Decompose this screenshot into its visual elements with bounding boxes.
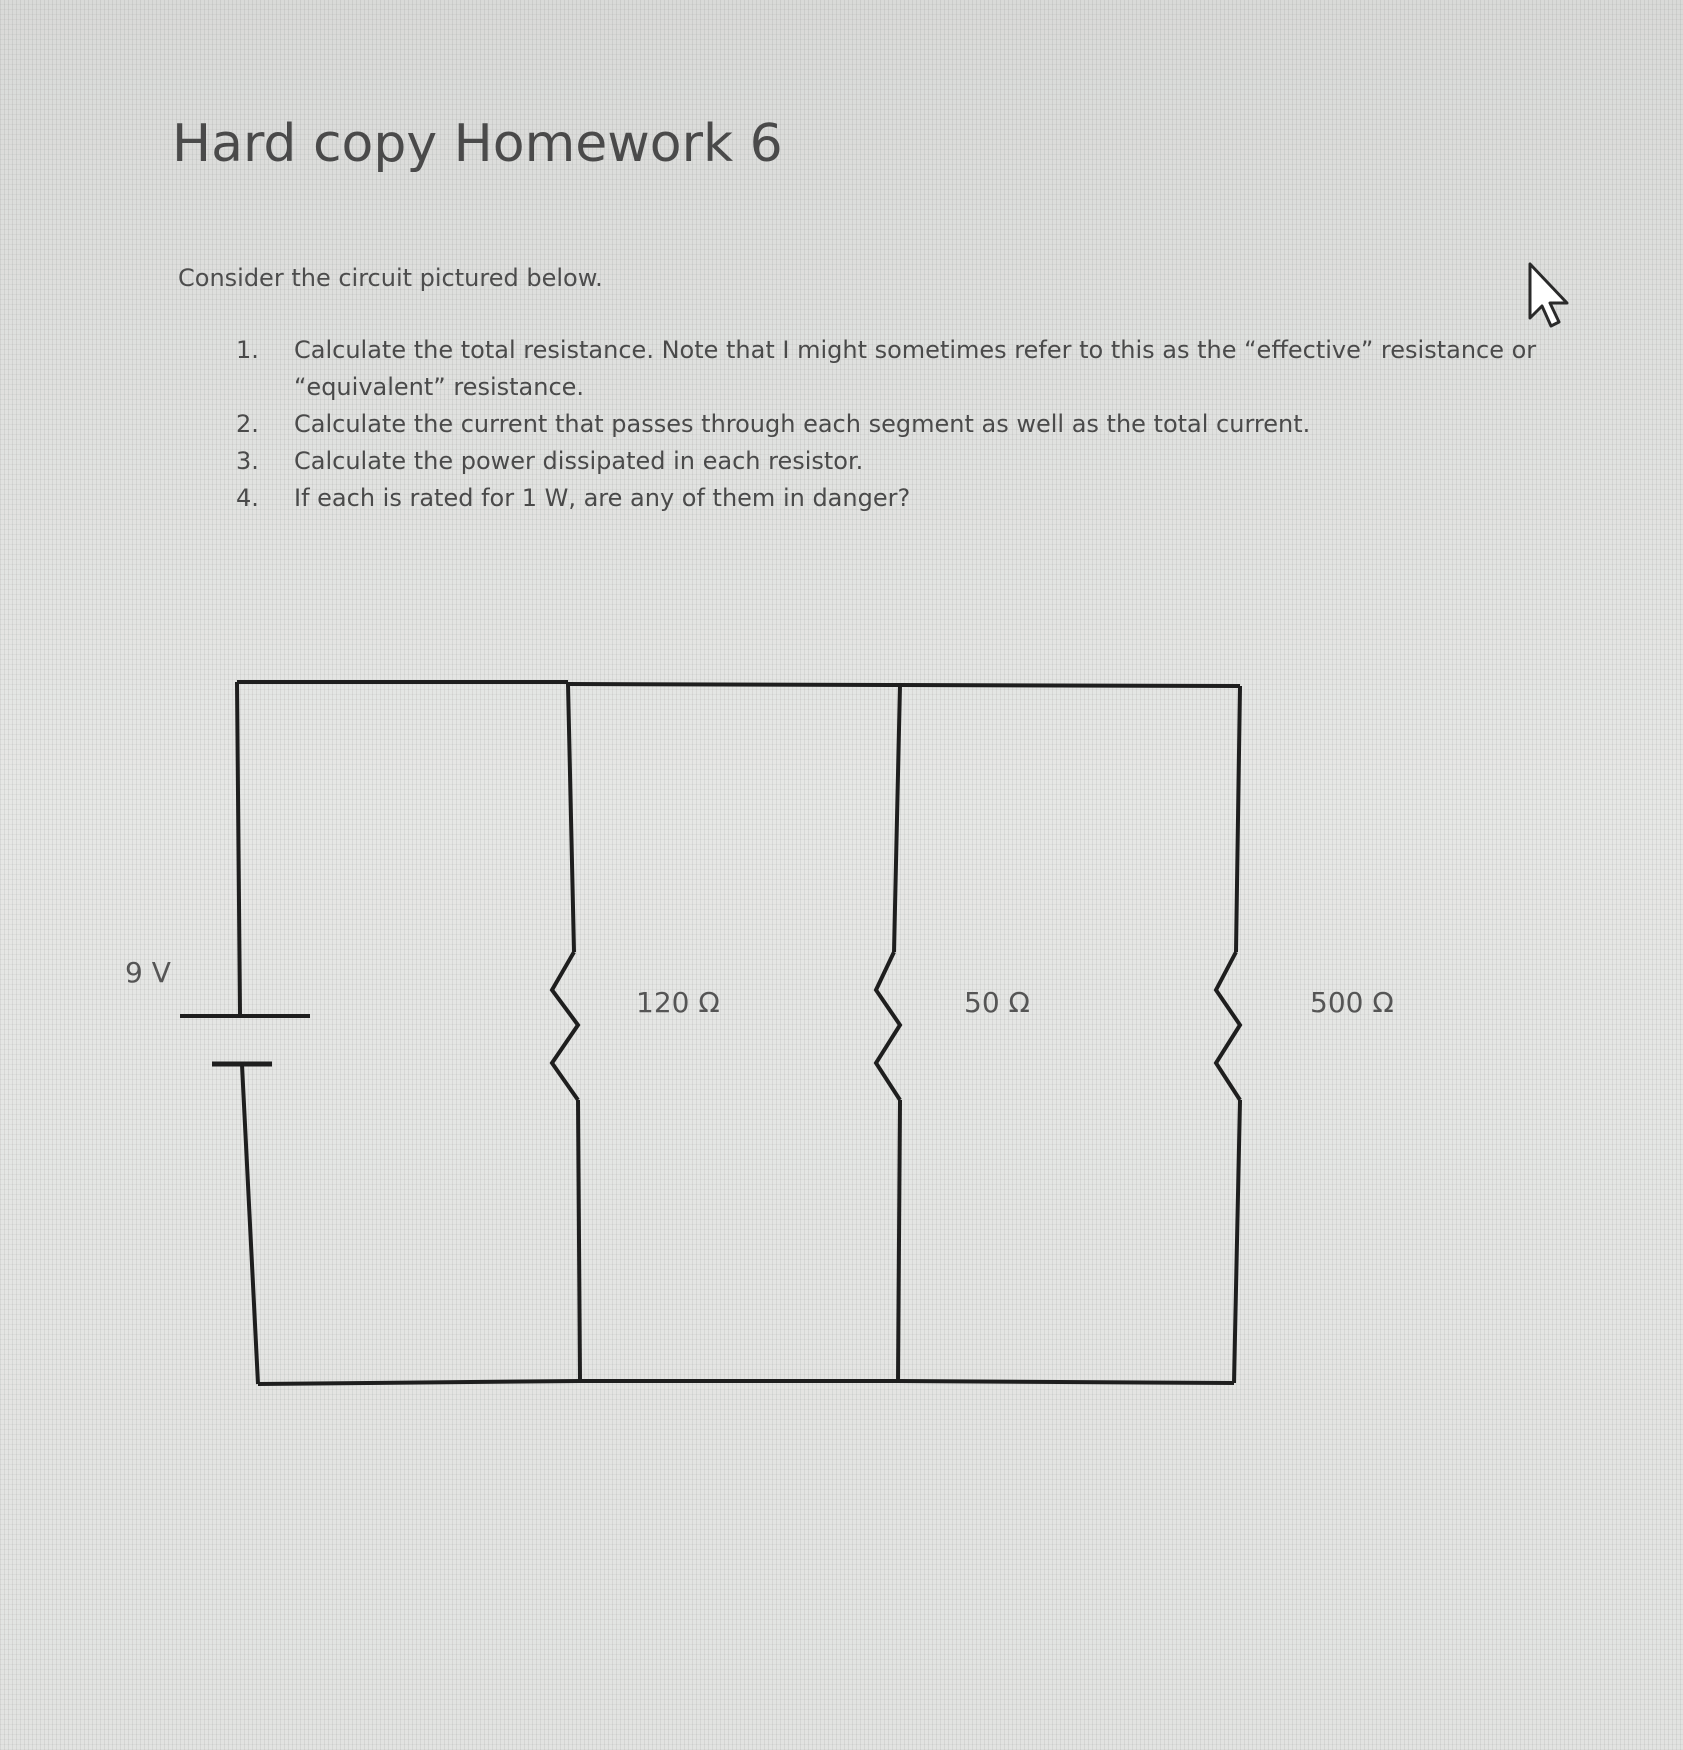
question-number: 1. — [236, 336, 259, 364]
bottom-wire — [258, 1381, 580, 1384]
resistor-500-ohm — [1216, 952, 1240, 1100]
bottom-wire — [898, 1381, 1234, 1383]
resistor-50-ohm — [876, 952, 900, 1100]
question-number: 4. — [236, 484, 259, 512]
question-text: If each is rated for 1 W, are any of them in danger? — [294, 484, 911, 512]
branch-wire — [568, 684, 574, 952]
battery-wire-top — [237, 682, 240, 1015]
branch-wire — [894, 685, 900, 952]
question-text: Calculate the total resistance. Note that I might sometimes refer to this as the “effective” resistance or “equivalent” resistance. — [294, 336, 1537, 401]
question-number: 3. — [236, 447, 259, 475]
branch-wire — [1234, 1100, 1240, 1383]
top-wire — [568, 684, 900, 685]
top-wire — [900, 685, 1240, 686]
battery-wire-bottom — [242, 1065, 258, 1384]
intro-text: Consider the circuit pictured below. — [178, 264, 603, 292]
branch-wire — [898, 1100, 900, 1381]
branch-wire — [578, 1100, 580, 1381]
resistor-120-ohm — [552, 952, 578, 1100]
resistor-label-50: 50 Ω — [964, 986, 1030, 1019]
branch-wire — [1236, 686, 1240, 952]
resistor-label-500: 500 Ω — [1310, 986, 1394, 1019]
page-title: Hard copy Homework 6 — [172, 114, 783, 174]
battery-label: 9 V — [125, 956, 171, 989]
resistor-label-120: 120 Ω — [636, 986, 720, 1019]
question-text: Calculate the power dissipated in each resistor. — [294, 447, 864, 475]
question-text: Calculate the current that passes through each segment as well as the total current. — [294, 410, 1311, 438]
question-number: 2. — [236, 410, 259, 438]
